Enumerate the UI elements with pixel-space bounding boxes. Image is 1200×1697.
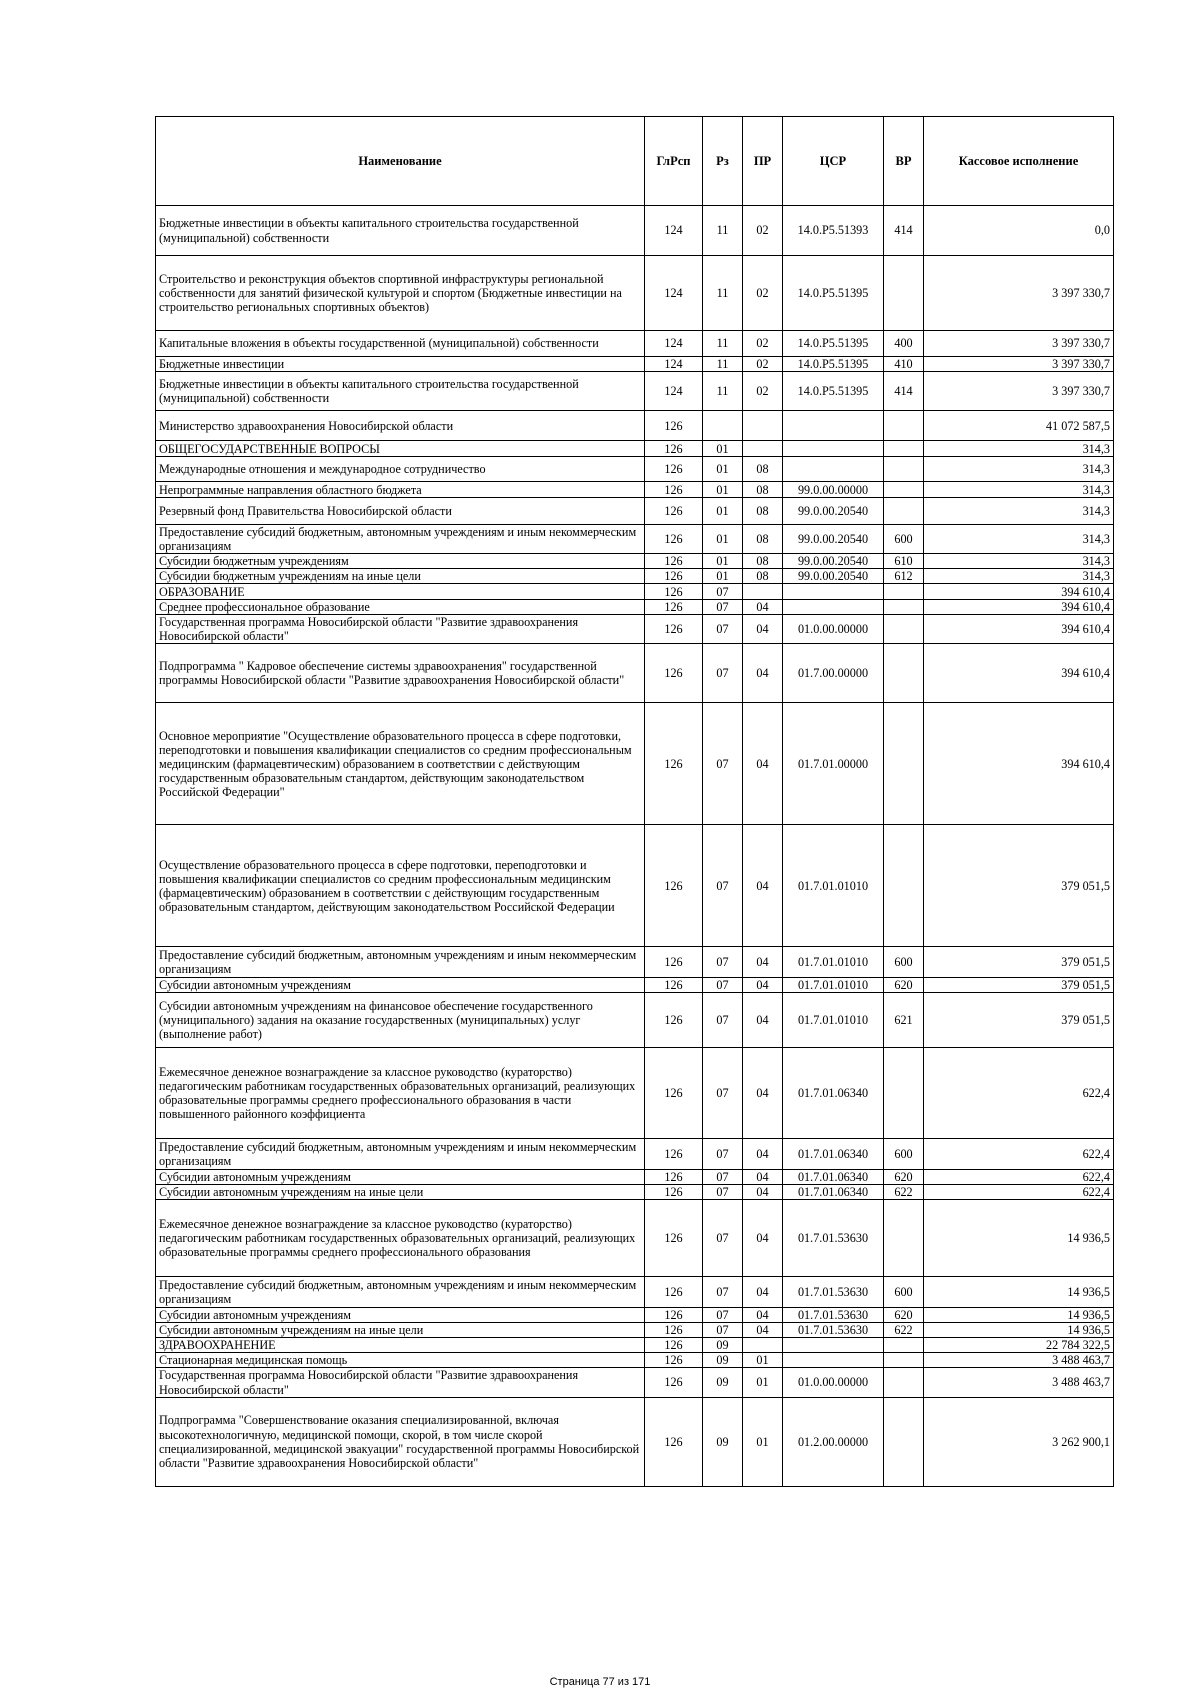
cell-rz: 07 <box>703 644 743 703</box>
table-row <box>156 584 1114 600</box>
cell-pr: 04 <box>743 1308 783 1323</box>
cell-vr: 600 <box>884 525 924 554</box>
cell-csr: 01.7.01.53630 <box>783 1308 884 1323</box>
cell-amount: 394 610,4 <box>924 703 1114 825</box>
cell-pr: 02 <box>743 331 783 357</box>
col-header-pr: ПР <box>743 117 783 206</box>
cell-csr <box>783 457 884 482</box>
cell-name: Основное мероприятие "Осуществление образовательного процесса в сфере подготовки, переподготовки и повышения квалификации специалистов со средним профессиональным медицинским (фармацевтическим) образованием в соответствии с действующим государственным образовательным стандартом, действующим законодательством Российской Федерации" <box>156 703 645 825</box>
table-row <box>156 703 1114 825</box>
cell-glrsp: 126 <box>645 441 703 457</box>
cell-name: Субсидии автономным учреждениям <box>156 978 645 993</box>
cell-csr: 01.7.01.53630 <box>783 1323 884 1338</box>
cell-pr: 04 <box>743 1323 783 1338</box>
table-row <box>156 1323 1114 1338</box>
cell-name: Строительство и реконструкция объектов спортивной инфраструктуры региональной собственности для занятий физической культурой и спортом (Бюджетные инвестиции на строительство региональных спортивных объектов) <box>156 256 645 331</box>
cell-glrsp: 126 <box>645 1308 703 1323</box>
cell-csr: 14.0.P5.51395 <box>783 256 884 331</box>
col-header-csr: ЦСР <box>783 117 884 206</box>
cell-pr: 04 <box>743 1185 783 1200</box>
cell-pr: 04 <box>743 1170 783 1185</box>
table-row <box>156 1368 1114 1397</box>
table-row <box>156 1185 1114 1200</box>
cell-glrsp: 126 <box>645 600 703 615</box>
cell-vr <box>884 703 924 825</box>
table-row <box>156 457 1114 482</box>
cell-csr <box>783 1353 884 1368</box>
cell-pr: 04 <box>743 1200 783 1277</box>
cell-glrsp: 126 <box>645 1338 703 1353</box>
cell-rz: 01 <box>703 441 743 457</box>
cell-csr: 01.7.01.01010 <box>783 947 884 978</box>
table-row <box>156 1048 1114 1139</box>
col-header-glrsp: ГлРсп <box>645 117 703 206</box>
cell-name: Стационарная медицинская помощь <box>156 1353 645 1368</box>
cell-amount: 3 488 463,7 <box>924 1353 1114 1368</box>
cell-amount: 22 784 322,5 <box>924 1338 1114 1353</box>
table-row <box>156 1338 1114 1353</box>
table-row <box>156 1308 1114 1323</box>
cell-csr: 99.0.00.20540 <box>783 554 884 569</box>
table-row <box>156 644 1114 703</box>
cell-amount: 14 936,5 <box>924 1200 1114 1277</box>
cell-rz: 07 <box>703 1323 743 1338</box>
cell-glrsp: 126 <box>645 993 703 1048</box>
cell-vr: 612 <box>884 569 924 584</box>
cell-vr <box>884 411 924 441</box>
table-row <box>156 825 1114 947</box>
cell-rz: 07 <box>703 1170 743 1185</box>
cell-csr: 01.7.01.06340 <box>783 1170 884 1185</box>
cell-amount: 622,4 <box>924 1048 1114 1139</box>
cell-amount: 394 610,4 <box>924 615 1114 644</box>
table-body <box>156 206 1114 1487</box>
cell-amount: 379 051,5 <box>924 993 1114 1048</box>
cell-pr: 08 <box>743 498 783 525</box>
cell-amount: 14 936,5 <box>924 1323 1114 1338</box>
cell-name: Непрограммные направления областного бюджета <box>156 482 645 498</box>
cell-glrsp: 126 <box>645 615 703 644</box>
cell-glrsp: 126 <box>645 947 703 978</box>
cell-rz: 07 <box>703 615 743 644</box>
cell-name: Среднее профессиональное образование <box>156 600 645 615</box>
cell-name: Субсидии автономным учреждениям на иные цели <box>156 1323 645 1338</box>
cell-name: Предоставление субсидий бюджетным, автономным учреждениям и иным некоммерческим организациям <box>156 947 645 978</box>
cell-pr: 08 <box>743 525 783 554</box>
table-row <box>156 372 1114 411</box>
cell-rz: 01 <box>703 482 743 498</box>
cell-rz: 07 <box>703 1139 743 1170</box>
cell-amount: 379 051,5 <box>924 825 1114 947</box>
cell-pr <box>743 441 783 457</box>
cell-rz: 09 <box>703 1338 743 1353</box>
cell-name: Капитальные вложения в объекты государственной (муниципальной) собственности <box>156 331 645 357</box>
cell-csr: 01.7.01.00000 <box>783 703 884 825</box>
table-row <box>156 482 1114 498</box>
cell-rz: 07 <box>703 993 743 1048</box>
cell-rz: 09 <box>703 1397 743 1486</box>
cell-amount: 3 397 330,7 <box>924 372 1114 411</box>
cell-glrsp: 126 <box>645 1397 703 1486</box>
table-row <box>156 1139 1114 1170</box>
cell-vr: 610 <box>884 554 924 569</box>
cell-amount: 41 072 587,5 <box>924 411 1114 441</box>
cell-rz: 07 <box>703 1185 743 1200</box>
table-row <box>156 615 1114 644</box>
cell-vr <box>884 1200 924 1277</box>
cell-amount: 314,3 <box>924 569 1114 584</box>
table-row <box>156 1397 1114 1486</box>
cell-csr: 01.7.01.01010 <box>783 825 884 947</box>
cell-amount: 3 397 330,7 <box>924 331 1114 357</box>
cell-name: Предоставление субсидий бюджетным, автономным учреждениям и иным некоммерческим организациям <box>156 1139 645 1170</box>
cell-vr <box>884 498 924 525</box>
header-row <box>156 117 1114 206</box>
cell-name: Международные отношения и международное сотрудничество <box>156 457 645 482</box>
cell-vr: 622 <box>884 1185 924 1200</box>
table-row <box>156 569 1114 584</box>
cell-rz: 07 <box>703 703 743 825</box>
cell-glrsp: 126 <box>645 584 703 600</box>
cell-csr: 01.7.01.53630 <box>783 1277 884 1308</box>
table-row <box>156 554 1114 569</box>
cell-pr: 04 <box>743 703 783 825</box>
cell-csr: 01.2.00.00000 <box>783 1397 884 1486</box>
col-header-vr: ВР <box>884 117 924 206</box>
cell-rz: 07 <box>703 1308 743 1323</box>
cell-amount: 379 051,5 <box>924 978 1114 993</box>
cell-rz: 09 <box>703 1353 743 1368</box>
cell-csr: 01.7.01.06340 <box>783 1185 884 1200</box>
cell-rz: 01 <box>703 569 743 584</box>
cell-pr: 04 <box>743 947 783 978</box>
cell-pr: 08 <box>743 554 783 569</box>
cell-glrsp: 126 <box>645 1200 703 1277</box>
table-row <box>156 947 1114 978</box>
cell-vr: 620 <box>884 1170 924 1185</box>
cell-glrsp: 126 <box>645 825 703 947</box>
budget-table <box>155 116 1114 1487</box>
cell-rz: 07 <box>703 600 743 615</box>
cell-rz: 01 <box>703 525 743 554</box>
cell-name: Ежемесячное денежное вознаграждение за классное руководство (кураторство) педагогическим работникам государственных образовательных организаций, реализующих образовательные программы среднего профессионального образования в части повышенного районного коэффициента <box>156 1048 645 1139</box>
cell-name: ОБЩЕГОСУДАРСТВЕННЫЕ ВОПРОСЫ <box>156 441 645 457</box>
cell-vr <box>884 1368 924 1397</box>
cell-csr: 01.7.01.01010 <box>783 978 884 993</box>
cell-csr: 14.0.P5.51395 <box>783 357 884 372</box>
cell-pr: 04 <box>743 1277 783 1308</box>
cell-glrsp: 126 <box>645 554 703 569</box>
cell-amount: 379 051,5 <box>924 947 1114 978</box>
cell-rz: 07 <box>703 1048 743 1139</box>
cell-vr <box>884 457 924 482</box>
table-row <box>156 441 1114 457</box>
cell-rz: 07 <box>703 947 743 978</box>
cell-name: Министерство здравоохранения Новосибирской области <box>156 411 645 441</box>
cell-glrsp: 126 <box>645 411 703 441</box>
cell-amount: 622,4 <box>924 1139 1114 1170</box>
cell-vr: 622 <box>884 1323 924 1338</box>
cell-name: Предоставление субсидий бюджетным, автономным учреждениям и иным некоммерческим организациям <box>156 525 645 554</box>
cell-pr: 02 <box>743 357 783 372</box>
cell-pr: 04 <box>743 615 783 644</box>
cell-rz <box>703 411 743 441</box>
cell-glrsp: 126 <box>645 1139 703 1170</box>
cell-pr: 08 <box>743 482 783 498</box>
cell-amount: 314,3 <box>924 482 1114 498</box>
cell-vr <box>884 441 924 457</box>
cell-vr: 621 <box>884 993 924 1048</box>
cell-glrsp: 126 <box>645 498 703 525</box>
cell-vr: 410 <box>884 357 924 372</box>
cell-pr: 04 <box>743 1139 783 1170</box>
cell-csr: 99.0.00.00000 <box>783 482 884 498</box>
cell-pr: 04 <box>743 978 783 993</box>
cell-rz: 01 <box>703 457 743 482</box>
cell-vr: 620 <box>884 978 924 993</box>
cell-csr <box>783 600 884 615</box>
cell-glrsp: 126 <box>645 1185 703 1200</box>
table-row <box>156 525 1114 554</box>
table-row <box>156 1200 1114 1277</box>
table-row <box>156 993 1114 1048</box>
cell-pr: 08 <box>743 569 783 584</box>
cell-glrsp: 126 <box>645 1323 703 1338</box>
cell-name: Предоставление субсидий бюджетным, автономным учреждениям и иным некоммерческим организациям <box>156 1277 645 1308</box>
cell-glrsp: 124 <box>645 256 703 331</box>
cell-amount: 314,3 <box>924 554 1114 569</box>
cell-vr <box>884 584 924 600</box>
cell-glrsp: 126 <box>645 1368 703 1397</box>
cell-name: Субсидии автономным учреждениям на финансовое обеспечение государственного (муниципального) задания на оказание государственных (муниципальных) услуг (выполнение работ) <box>156 993 645 1048</box>
cell-vr <box>884 600 924 615</box>
cell-csr: 01.7.01.53630 <box>783 1200 884 1277</box>
col-header-amount: Кассовое исполнение <box>924 117 1114 206</box>
cell-glrsp: 124 <box>645 357 703 372</box>
cell-name: Ежемесячное денежное вознаграждение за классное руководство (кураторство) педагогическим работникам государственных образовательных организаций, реализующих образовательные программы среднего профессионального образования <box>156 1200 645 1277</box>
cell-rz: 11 <box>703 206 743 256</box>
cell-glrsp: 124 <box>645 331 703 357</box>
cell-name: Субсидии бюджетным учреждениям <box>156 554 645 569</box>
cell-rz: 09 <box>703 1368 743 1397</box>
cell-name: Подпрограмма " Кадровое обеспечение системы здравоохранения" государственной программы Новосибирской области "Развитие здравоохранения Новосибирской области" <box>156 644 645 703</box>
cell-glrsp: 126 <box>645 1170 703 1185</box>
cell-name: Осуществление образовательного процесса в сфере подготовки, переподготовки и повышения квалификации специалистов со средним профессиональным медицинским (фармацевтическим) образованием в соответствии с действующим государственным образовательным стандартом, действующим законодательством Российской Федерации <box>156 825 645 947</box>
cell-amount: 314,3 <box>924 525 1114 554</box>
cell-vr <box>884 1048 924 1139</box>
cell-pr: 01 <box>743 1368 783 1397</box>
cell-csr: 01.7.01.06340 <box>783 1048 884 1139</box>
cell-pr: 04 <box>743 1048 783 1139</box>
cell-amount: 394 610,4 <box>924 584 1114 600</box>
cell-pr: 04 <box>743 644 783 703</box>
cell-name: Субсидии автономным учреждениям <box>156 1308 645 1323</box>
cell-glrsp: 126 <box>645 978 703 993</box>
cell-vr <box>884 256 924 331</box>
cell-pr: 04 <box>743 825 783 947</box>
cell-pr: 01 <box>743 1353 783 1368</box>
cell-amount: 0,0 <box>924 206 1114 256</box>
cell-amount: 3 262 900,1 <box>924 1397 1114 1486</box>
table-row <box>156 600 1114 615</box>
cell-pr <box>743 411 783 441</box>
cell-name: Субсидии автономным учреждениям на иные цели <box>156 1185 645 1200</box>
cell-name: ОБРАЗОВАНИЕ <box>156 584 645 600</box>
cell-glrsp: 124 <box>645 206 703 256</box>
cell-csr: 99.0.00.20540 <box>783 525 884 554</box>
cell-rz: 07 <box>703 584 743 600</box>
cell-amount: 3 397 330,7 <box>924 256 1114 331</box>
col-header-name: Наименование <box>156 117 645 206</box>
cell-glrsp: 126 <box>645 1353 703 1368</box>
cell-vr <box>884 644 924 703</box>
cell-pr <box>743 584 783 600</box>
cell-csr: 01.7.01.06340 <box>783 1139 884 1170</box>
cell-pr: 01 <box>743 1397 783 1486</box>
cell-rz: 01 <box>703 498 743 525</box>
cell-csr: 99.0.00.20540 <box>783 569 884 584</box>
table-row <box>156 411 1114 441</box>
page-number: Страница 77 из 171 <box>549 1676 651 1688</box>
cell-pr: 04 <box>743 600 783 615</box>
table-row <box>156 256 1114 331</box>
table-row <box>156 331 1114 357</box>
table-row <box>156 978 1114 993</box>
cell-name: ЗДРАВООХРАНЕНИЕ <box>156 1338 645 1353</box>
cell-glrsp: 126 <box>645 482 703 498</box>
cell-rz: 01 <box>703 554 743 569</box>
cell-amount: 314,3 <box>924 457 1114 482</box>
cell-vr: 600 <box>884 1139 924 1170</box>
cell-vr: 414 <box>884 372 924 411</box>
cell-name: Субсидии бюджетным учреждениям на иные цели <box>156 569 645 584</box>
cell-glrsp: 126 <box>645 703 703 825</box>
cell-name: Государственная программа Новосибирской области "Развитие здравоохранения Новосибирской области" <box>156 615 645 644</box>
cell-vr <box>884 482 924 498</box>
cell-name: Государственная программа Новосибирской области "Развитие здравоохранения Новосибирской области" <box>156 1368 645 1397</box>
cell-vr <box>884 615 924 644</box>
cell-vr <box>884 1397 924 1486</box>
cell-name: Бюджетные инвестиции <box>156 357 645 372</box>
cell-amount: 3 397 330,7 <box>924 357 1114 372</box>
cell-vr: 400 <box>884 331 924 357</box>
cell-amount: 314,3 <box>924 441 1114 457</box>
cell-csr <box>783 411 884 441</box>
cell-csr: 14.0.P5.51395 <box>783 331 884 357</box>
cell-rz: 07 <box>703 1200 743 1277</box>
cell-glrsp: 124 <box>645 372 703 411</box>
table-row <box>156 1170 1114 1185</box>
cell-pr: 02 <box>743 372 783 411</box>
cell-csr: 14.0.P5.51395 <box>783 372 884 411</box>
cell-csr: 14.0.P5.51393 <box>783 206 884 256</box>
col-header-rz: Рз <box>703 117 743 206</box>
cell-vr: 600 <box>884 1277 924 1308</box>
cell-amount: 394 610,4 <box>924 600 1114 615</box>
cell-rz: 11 <box>703 372 743 411</box>
cell-pr: 02 <box>743 206 783 256</box>
cell-csr: 01.0.00.00000 <box>783 615 884 644</box>
cell-name: Подпрограмма "Совершенствование оказания специализированной, включая высокотехнологичную, медицинской помощи, скорой, в том числе скорой специализированной, медицинской эвакуации" государственной программы Новосибирской области "Развитие здравоохранения Новосибирской области" <box>156 1397 645 1486</box>
cell-vr: 600 <box>884 947 924 978</box>
cell-csr <box>783 584 884 600</box>
cell-rz: 07 <box>703 825 743 947</box>
cell-amount: 314,3 <box>924 498 1114 525</box>
cell-rz: 07 <box>703 1277 743 1308</box>
cell-amount: 622,4 <box>924 1185 1114 1200</box>
table-row <box>156 1353 1114 1368</box>
cell-amount: 14 936,5 <box>924 1308 1114 1323</box>
cell-pr: 02 <box>743 256 783 331</box>
cell-rz: 11 <box>703 357 743 372</box>
cell-name: Бюджетные инвестиции в объекты капитального строительства государственной (муниципальной) собственности <box>156 206 645 256</box>
cell-csr <box>783 441 884 457</box>
cell-vr <box>884 825 924 947</box>
table-row <box>156 1277 1114 1308</box>
cell-csr: 99.0.00.20540 <box>783 498 884 525</box>
cell-pr <box>743 1338 783 1353</box>
cell-amount: 3 488 463,7 <box>924 1368 1114 1397</box>
cell-amount: 622,4 <box>924 1170 1114 1185</box>
cell-vr <box>884 1353 924 1368</box>
cell-csr: 01.0.00.00000 <box>783 1368 884 1397</box>
cell-name: Бюджетные инвестиции в объекты капитального строительства государственной (муниципальной) собственности <box>156 372 645 411</box>
cell-name: Субсидии автономным учреждениям <box>156 1170 645 1185</box>
cell-vr: 620 <box>884 1308 924 1323</box>
cell-glrsp: 126 <box>645 525 703 554</box>
table-row <box>156 357 1114 372</box>
cell-amount: 14 936,5 <box>924 1277 1114 1308</box>
cell-glrsp: 126 <box>645 457 703 482</box>
cell-pr: 08 <box>743 457 783 482</box>
cell-glrsp: 126 <box>645 569 703 584</box>
table-row <box>156 498 1114 525</box>
cell-pr: 04 <box>743 993 783 1048</box>
cell-name: Резервный фонд Правительства Новосибирской области <box>156 498 645 525</box>
cell-rz: 07 <box>703 978 743 993</box>
cell-glrsp: 126 <box>645 644 703 703</box>
cell-glrsp: 126 <box>645 1277 703 1308</box>
cell-vr: 414 <box>884 206 924 256</box>
cell-csr <box>783 1338 884 1353</box>
cell-glrsp: 126 <box>645 1048 703 1139</box>
cell-csr: 01.7.00.00000 <box>783 644 884 703</box>
cell-rz: 11 <box>703 256 743 331</box>
cell-amount: 394 610,4 <box>924 644 1114 703</box>
cell-csr: 01.7.01.01010 <box>783 993 884 1048</box>
cell-rz: 11 <box>703 331 743 357</box>
table-row <box>156 206 1114 256</box>
cell-vr <box>884 1338 924 1353</box>
